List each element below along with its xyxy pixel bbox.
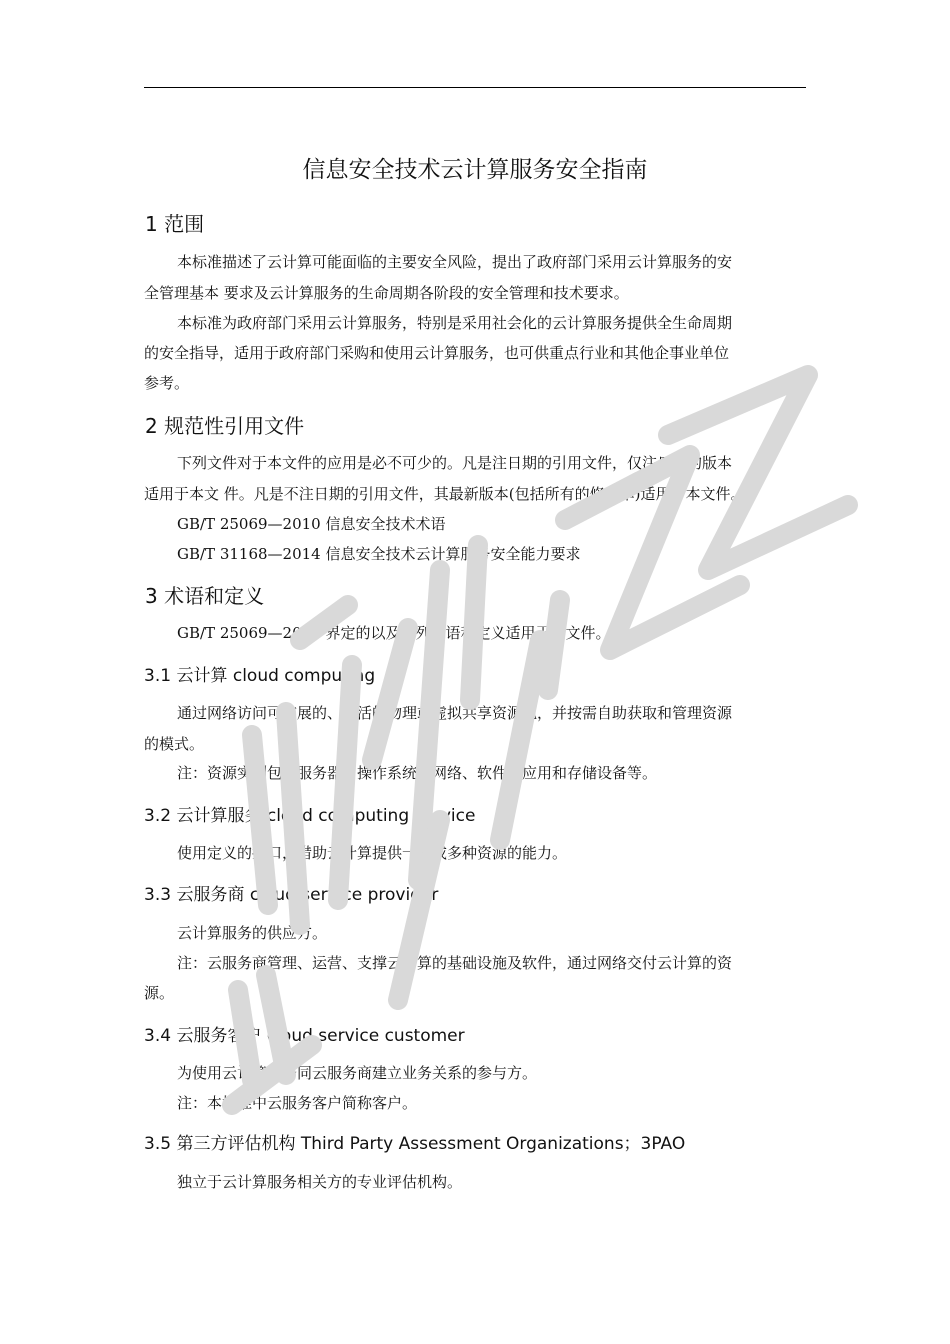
term-3-5-heading: 3.5 第三方评估机构 Third Party Assessment Organizations；3PAO: [144, 1134, 686, 1154]
term-3-4-heading: 3.4 云服务客户 cloud service customer: [144, 1026, 465, 1046]
term-3-3-note-line-1: 注：云服务商管理、运营、支撑云计算的基础设施及软件，通过网络交付云计算的资: [177, 954, 733, 972]
section-3-heading: 3 术语和定义: [145, 584, 265, 608]
term-3-3-definition: 云计算服务的供应方。: [177, 924, 328, 942]
document-title: 信息安全技术云计算服务安全指南: [302, 157, 648, 183]
section-1-para-2-line-2: 的安全指导，适用于政府部门采购和使用云计算服务，也可供重点行业和其他企事业单位: [144, 344, 730, 362]
section-3-intro: GB/T 25069—2010 界定的以及下列术语和定义适用于本文件。: [177, 624, 611, 642]
normative-reference-2: GB/T 31168—2014 信息安全技术云计算服务安全能力要求: [177, 545, 581, 563]
term-3-4-definition: 为使用云计算服务同云服务商建立业务关系的参与方。: [177, 1064, 538, 1082]
section-1-para-1-line-2: 全管理基本 要求及云计算服务的生命周期各阶段的安全管理和技术要求。: [144, 284, 629, 302]
section-1-para-2-line-1: 本标准为政府部门采用云计算服务，特别是采用社会化的云计算服务提供全生命周期: [177, 314, 733, 332]
term-3-1-note: 注：资源实例包括服务器、操作系统、网络、软件、应用和存储设备等。: [177, 764, 658, 782]
term-3-1-definition-line-2: 的模式。: [144, 735, 205, 753]
term-3-2-heading: 3.2 云计算服务 cloud computing service: [144, 806, 476, 826]
section-1-heading: 1 范围: [145, 212, 205, 236]
term-3-1-heading: 3.1 云计算 cloud computing: [144, 666, 376, 686]
term-3-3-heading: 3.3 云服务商 cloud service provider: [144, 885, 439, 905]
header-rule: [144, 87, 806, 88]
normative-reference-1: GB/T 25069—2010 信息安全技术术语: [177, 515, 446, 533]
section-2-heading: 2 规范性引用文件: [145, 414, 305, 438]
term-3-2-definition: 使用定义的接口，借助云计算提供一种或多种资源的能力。: [177, 844, 568, 862]
term-3-5-definition: 独立于云计算服务相关方的专业评估机构。: [177, 1173, 463, 1191]
section-1-para-1-line-1: 本标准描述了云计算可能面临的主要安全风险，提出了政府部门采用云计算服务的安: [177, 253, 733, 271]
term-3-1-definition-line-1: 通过网络访问可扩展的、灵活的物理或虚拟共享资源池，并按需自助获取和管理资源: [177, 704, 733, 722]
section-1-para-2-line-3: 参考。: [144, 374, 190, 392]
section-2-para-line-1: 下列文件对于本文件的应用是必不可少的。凡是注日期的引用文件，仅注日期的版本: [177, 454, 733, 472]
section-2-para-line-2: 适用于本文 件。凡是不注日期的引用文件，其最新版本(包括所有的修改单)适用于本文件。: [144, 485, 746, 503]
term-3-3-note-line-2: 源。: [144, 984, 175, 1002]
term-3-4-note: 注：本标准中云服务客户简称客户。: [177, 1094, 418, 1112]
